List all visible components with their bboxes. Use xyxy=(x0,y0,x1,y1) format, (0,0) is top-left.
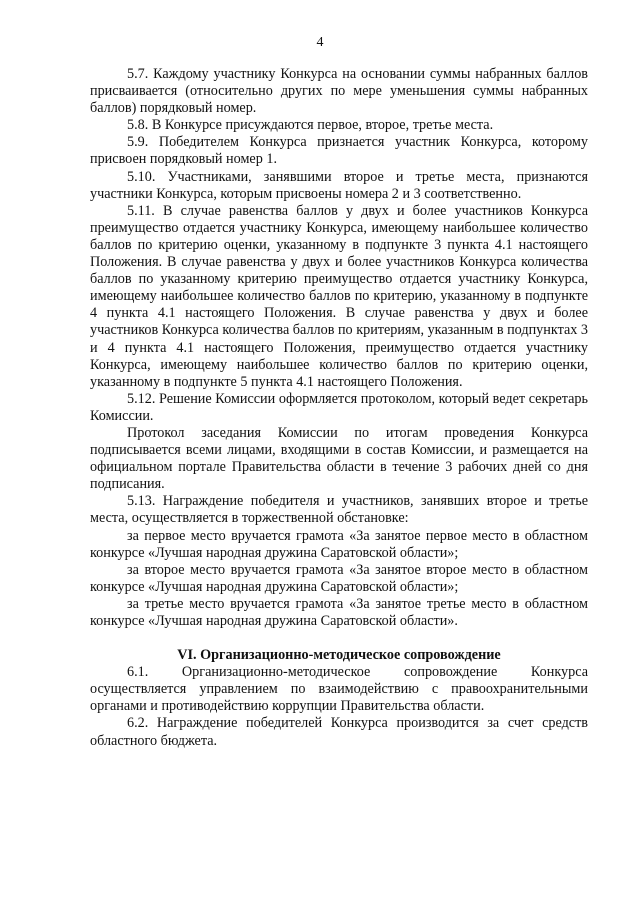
clause-6-2: 6.2. Награждение победителей Конкурса производится за счет средств областного бюджета. xyxy=(90,715,588,749)
clause-5-13: 5.13. Награждение победителя и участников, занявших второе и третье места, осуществляется в торжественной обстановке: xyxy=(90,493,588,527)
clause-5-12: 5.12. Решение Комиссии оформляется протоколом, который ведет секретарь Комиссии. xyxy=(90,390,588,424)
clause-5-10: 5.10. Участниками, занявшими второе и третье места, признаются участники Конкурса, которым присвоены номера 2 и 3 соответственно. xyxy=(90,168,588,202)
section-heading: VI. Организационно-методическое сопровождение xyxy=(177,647,501,664)
award-third-place: за третье место вручается грамота «За занятое третье место в областном конкурсе «Лучшая народная дружина Саратовской области». xyxy=(90,595,588,629)
clause-5-8: 5.8. В Конкурсе присуждаются первое, второе, третье места. xyxy=(127,117,494,134)
protocol-paragraph: Протокол заседания Комиссии по итогам проведения Конкурса подписывается всеми лицами, входящими в состав Комиссии, и размещается на официальном портале Правительства области в течение 3 рабочих дней со дня подписания. xyxy=(90,424,588,493)
page-number: 4 xyxy=(316,35,324,50)
clause-5-7: 5.7. Каждому участнику Конкурса на основании суммы набранных баллов присваивается (относительно других по мере уменьшения суммы набранных баллов) порядковый номер. xyxy=(90,66,588,117)
clause-6-1: 6.1. Организационно-методическое сопровождение Конкурса осуществляется управлением по взаимодействию с правоохранительными органами и противодействию коррупции Правительства области. xyxy=(90,664,588,715)
clause-5-9: 5.9. Победителем Конкурса признается участник Конкурса, которому присвоен порядковый номер 1. xyxy=(90,134,588,168)
document-body xyxy=(90,66,588,750)
award-first-place: за первое место вручается грамота «За занятое первое место в областном конкурсе «Лучшая народная дружина Саратовской области»; xyxy=(90,527,588,561)
award-second-place: за второе место вручается грамота «За занятое второе место в областном конкурсе «Лучшая народная дружина Саратовской области»; xyxy=(90,561,588,595)
clause-5-11: 5.11. В случае равенства баллов у двух и более участников Конкурса преимущество отдается участнику Конкурса, имеющему наибольшее количество баллов по критерию оценки, указанному в подпункте 3 пункта 4.1 настоящего Положения. В случае равенства у двух и более участников Конкурса количества баллов по указанному критерию преимущество отдается участнику Конкурса, имеющему наибольшее количество баллов по критерию, указанному в подпункте 4 пункта 4.1 настоящего Положения. В случае равенства у двух и более участников Конкурса количества баллов по критериям, указанным в подпунктах 3 и 4 пункта 4.1 настоящего Положения, преимущество отдается участнику Конкурса, имеющему наибольшее количество баллов по критерию оценки, указанному в подпункте 5 пункта 4.1 настоящего Положения. xyxy=(90,202,588,390)
